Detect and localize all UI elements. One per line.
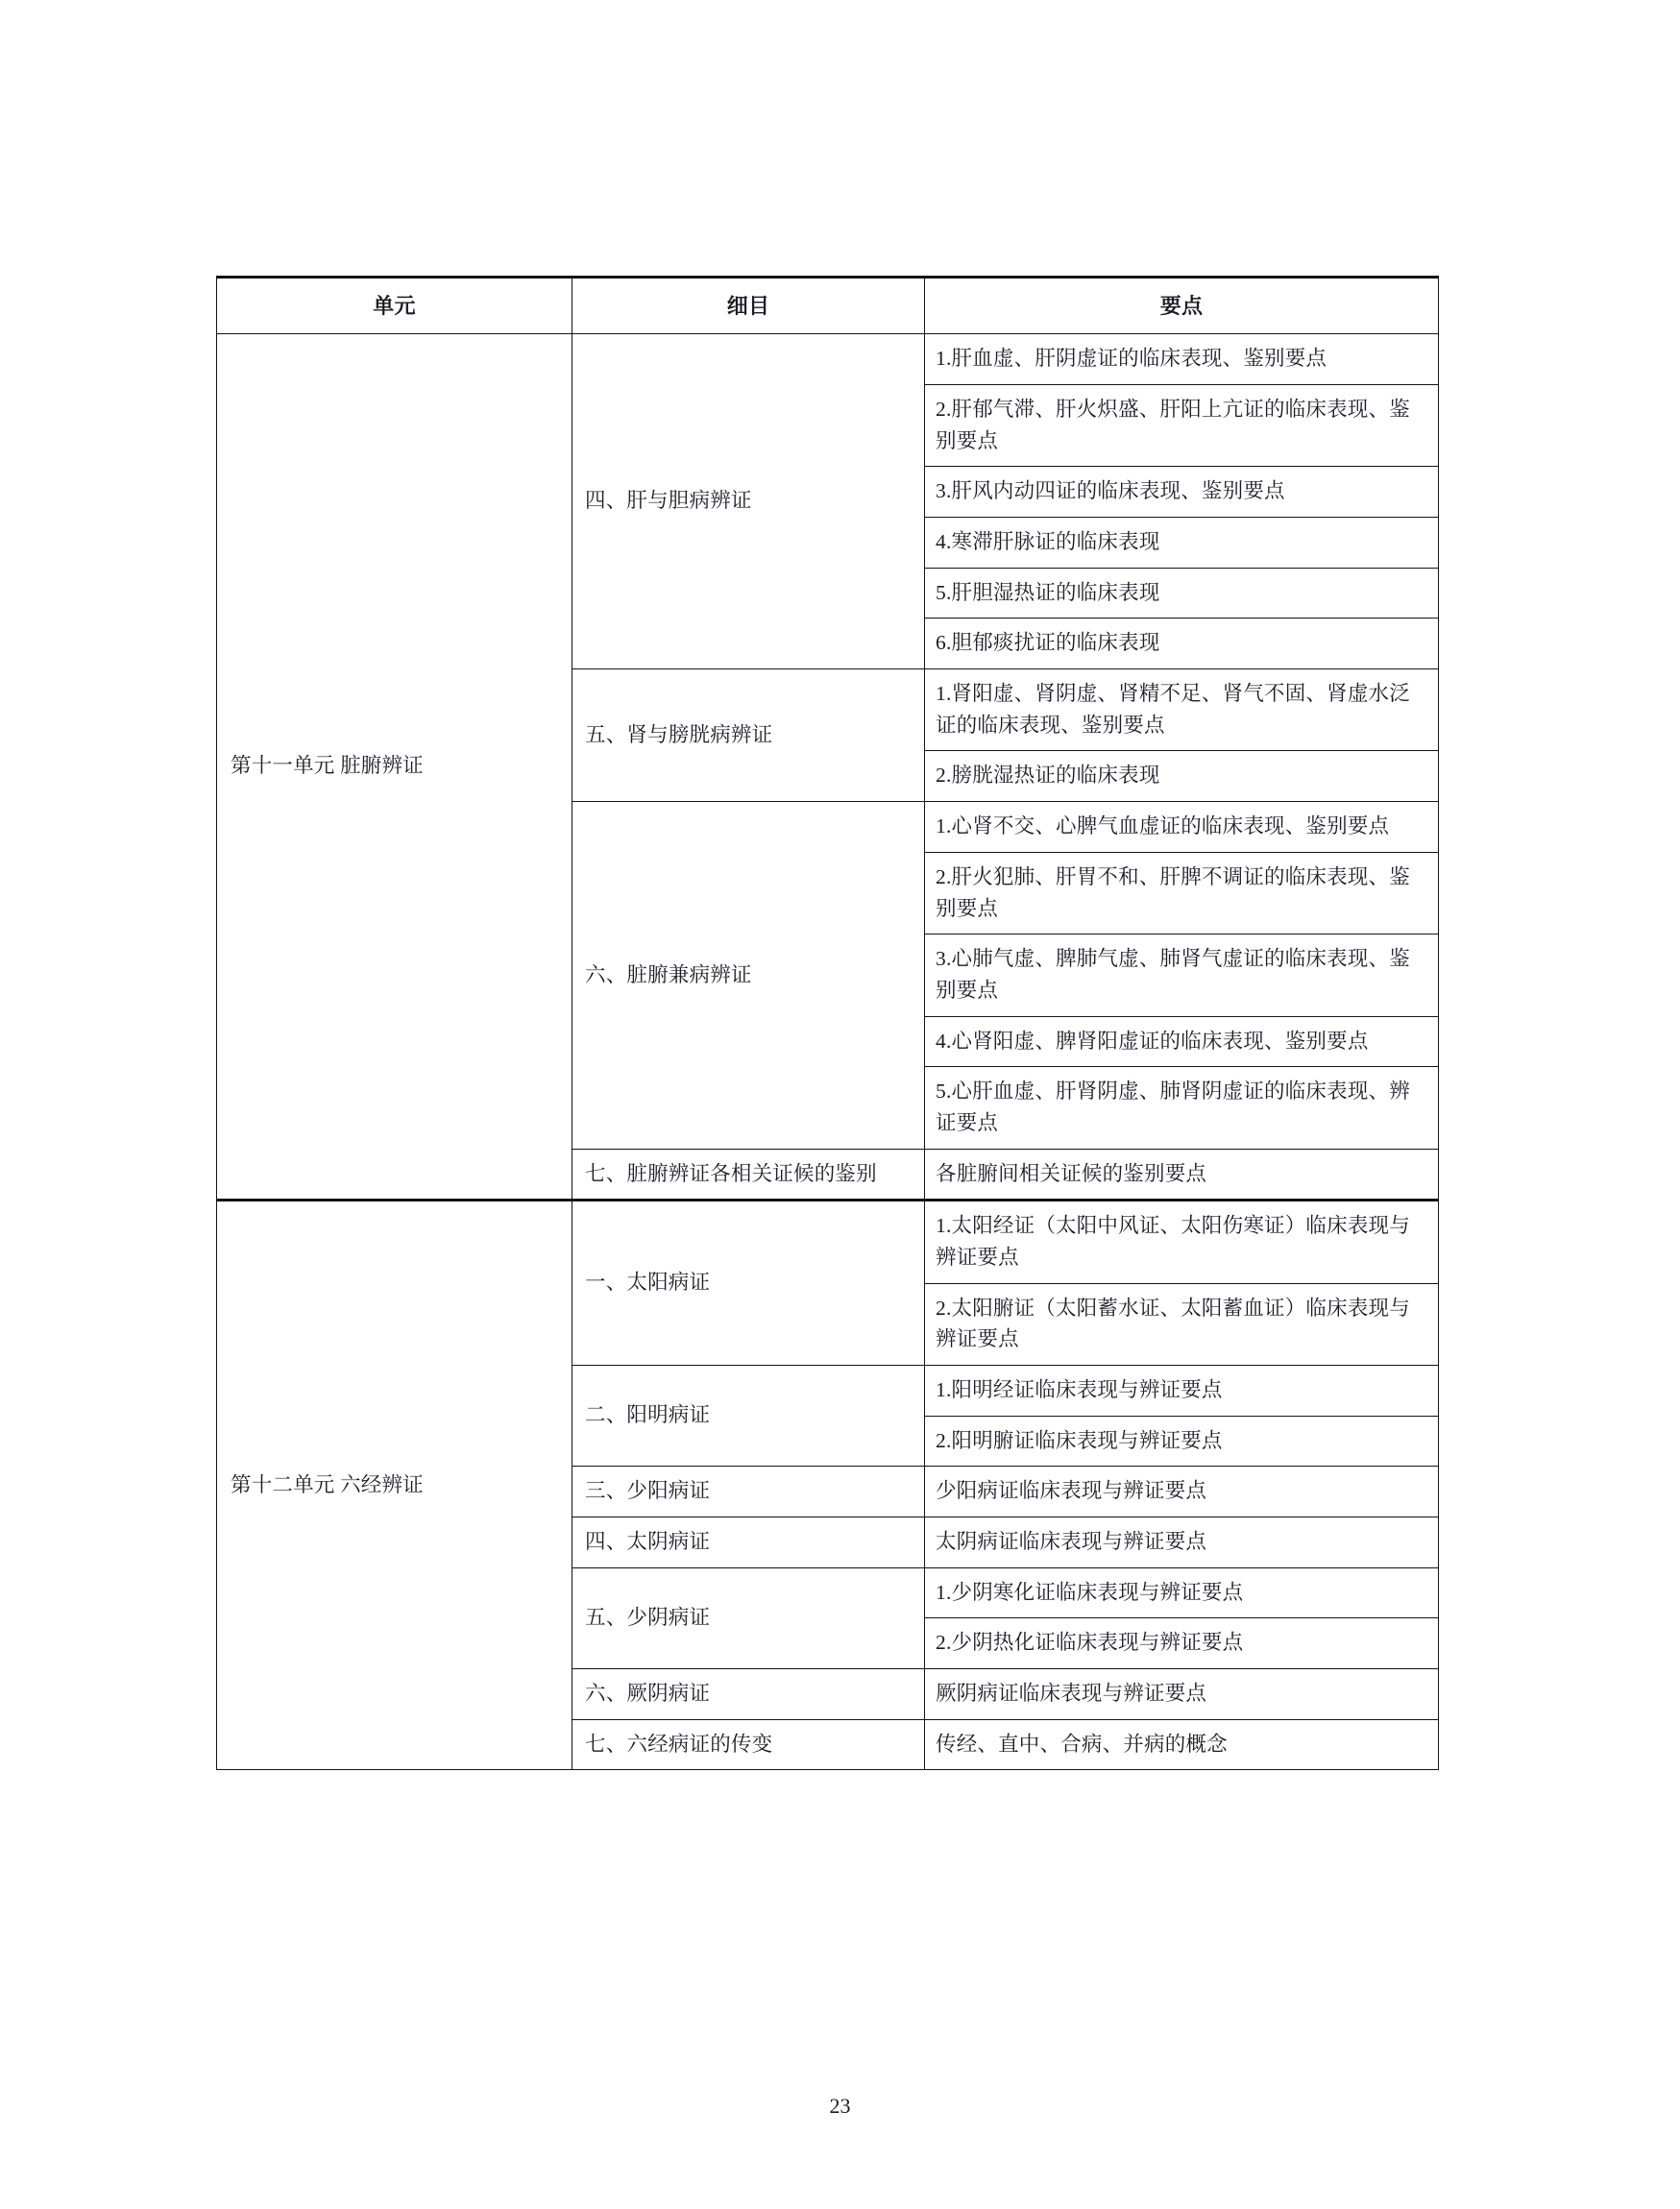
point-cell: 1.少阴寒化证临床表现与辨证要点 [925, 1567, 1439, 1618]
syllabus-table [216, 276, 1439, 1770]
detail-cell: 七、脏腑辨证各相关证候的鉴别 [572, 1149, 925, 1201]
point-cell: 3.肝风内动四证的临床表现、鉴别要点 [925, 467, 1439, 518]
point-cell: 1.阳明经证临床表现与辨证要点 [925, 1365, 1439, 1416]
point-cell: 5.心肝血虚、肝肾阴虚、肺肾阴虚证的临床表现、辨证要点 [925, 1067, 1439, 1149]
detail-cell: 二、阳明病证 [572, 1365, 925, 1466]
detail-cell: 五、少阴病证 [572, 1567, 925, 1668]
detail-cell: 四、肝与胆病辨证 [572, 334, 925, 669]
point-cell: 1.心肾不交、心脾气血虚证的临床表现、鉴别要点 [925, 802, 1439, 853]
detail-cell: 六、厥阴病证 [572, 1668, 925, 1719]
column-header-unit: 单元 [217, 278, 572, 334]
point-cell: 1.肾阳虚、肾阴虚、肾精不足、肾气不固、肾虚水泛证的临床表现、鉴别要点 [925, 669, 1439, 751]
point-cell: 2.肝火犯肺、肝胃不和、肝脾不调证的临床表现、鉴别要点 [925, 852, 1439, 934]
detail-cell: 一、太阳病证 [572, 1201, 925, 1366]
point-cell: 厥阴病证临床表现与辨证要点 [925, 1668, 1439, 1719]
point-cell: 少阳病证临床表现与辨证要点 [925, 1467, 1439, 1517]
point-cell: 各脏腑间相关证候的鉴别要点 [925, 1149, 1439, 1201]
point-cell: 2.少阴热化证临床表现与辨证要点 [925, 1618, 1439, 1669]
unit-cell: 第十二单元 六经辨证 [217, 1201, 572, 1770]
detail-cell: 五、肾与膀胱病辨证 [572, 669, 925, 802]
point-cell: 3.心肺气虚、脾肺气虚、肺肾气虚证的临床表现、鉴别要点 [925, 935, 1439, 1016]
column-header-point: 要点 [925, 278, 1439, 334]
table-header [217, 278, 1439, 334]
point-cell: 1.肝血虚、肝阴虚证的临床表现、鉴别要点 [925, 334, 1439, 385]
point-cell: 2.太阳腑证（太阳蓄水证、太阳蓄血证）临床表现与辨证要点 [925, 1283, 1439, 1365]
point-cell: 2.阳明腑证临床表现与辨证要点 [925, 1416, 1439, 1467]
table-header-row [217, 278, 1439, 334]
point-cell: 5.肝胆湿热证的临床表现 [925, 568, 1439, 619]
table-row [217, 1201, 1439, 1283]
detail-cell: 六、脏腑兼病辨证 [572, 802, 925, 1149]
syllabus-table-container [216, 276, 1438, 1770]
detail-cell: 三、少阳病证 [572, 1467, 925, 1517]
point-cell: 4.寒滞肝脉证的临床表现 [925, 518, 1439, 569]
page-number: 23 [829, 2094, 851, 2118]
unit-cell: 第十一单元 脏腑辨证 [217, 334, 572, 1201]
table-body [217, 334, 1439, 1770]
point-cell: 2.膀胱湿热证的临床表现 [925, 751, 1439, 802]
detail-cell: 七、六经病证的传变 [572, 1719, 925, 1770]
point-cell: 2.肝郁气滞、肝火炽盛、肝阳上亢证的临床表现、鉴别要点 [925, 385, 1439, 467]
detail-cell: 四、太阴病证 [572, 1517, 925, 1567]
column-header-detail: 细目 [572, 278, 925, 334]
table-row [217, 334, 1439, 385]
point-cell: 6.胆郁痰扰证的临床表现 [925, 619, 1439, 669]
point-cell: 太阴病证临床表现与辨证要点 [925, 1517, 1439, 1567]
point-cell: 1.太阳经证（太阳中风证、太阳伤寒证）临床表现与辨证要点 [925, 1201, 1439, 1283]
point-cell: 传经、直中、合病、并病的概念 [925, 1719, 1439, 1770]
point-cell: 4.心肾阳虚、脾肾阳虚证的临床表现、鉴别要点 [925, 1016, 1439, 1067]
